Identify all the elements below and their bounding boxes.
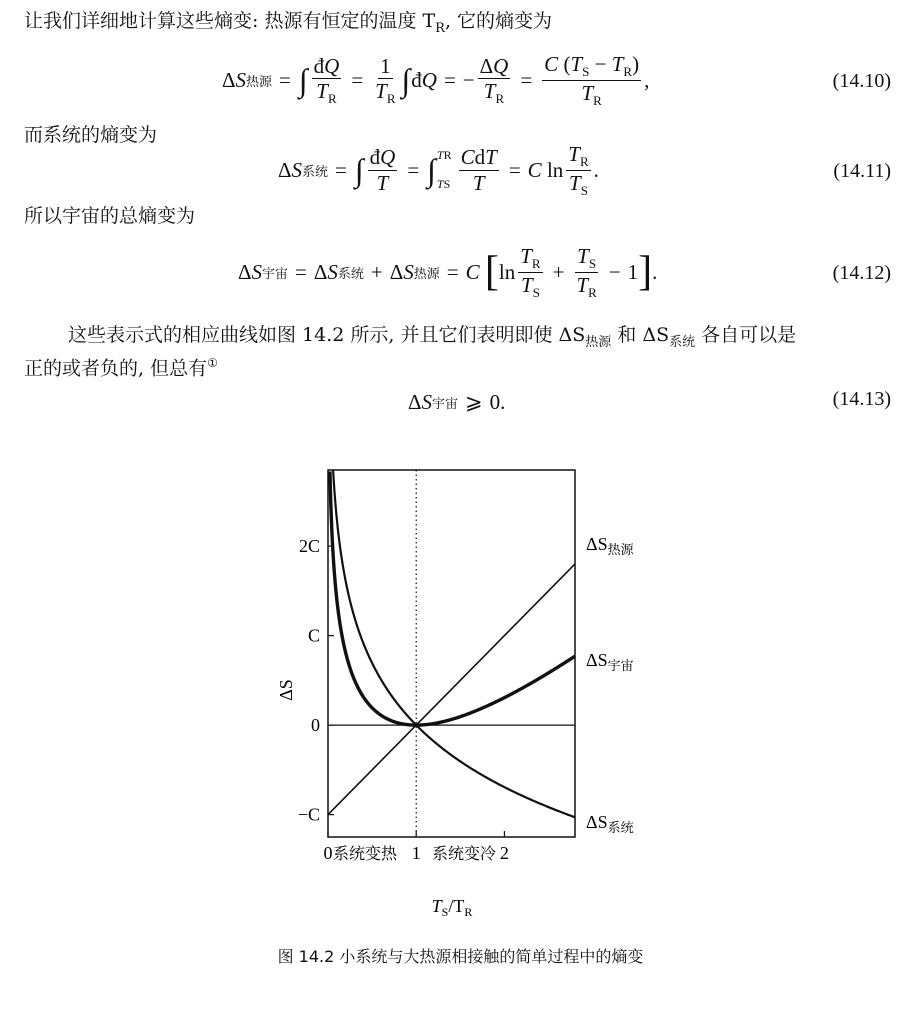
x-tick-label: 0 bbox=[323, 843, 333, 863]
y-tick-label: C bbox=[307, 625, 320, 646]
entropy-change-chart bbox=[0, 450, 921, 1010]
equation-14-13: Δ S 宇宙 ⩾ 0. bbox=[408, 389, 506, 414]
series-reservoir-line bbox=[328, 564, 575, 815]
subscript: R bbox=[435, 20, 445, 36]
subscript: 热源 bbox=[585, 334, 612, 350]
series-universe-line bbox=[330, 471, 575, 725]
eq-subscript-reservoir: 热源 bbox=[246, 73, 273, 89]
equation-number: (14.11) bbox=[833, 160, 891, 182]
paragraph-continuation bbox=[24, 350, 218, 381]
paragraph-discussion-text: 这些表示式的相应曲线如图 14.2 所示, 并且它们表明即使 ΔS bbox=[68, 324, 586, 346]
figure-caption: 图 14.2 小系统与大热源相接触的简单过程中的熵变 bbox=[277, 947, 644, 966]
legend-reservoir: $\Delta S_{热源}$ bbox=[586, 534, 634, 558]
y-tick-label: −C bbox=[297, 804, 320, 825]
legend-system: $\Delta S_{系统}$ bbox=[586, 812, 634, 836]
paragraph-discussion-mid: 和 ΔS bbox=[611, 324, 670, 346]
equation-number: (14.10) bbox=[832, 70, 891, 92]
y-tick-label: 0 bbox=[311, 715, 320, 736]
equation-14-10: Δ S 热源 = ∫ $\frac{đQ}{T_R}$ = $\frac{1}{T_R}$ ∫ đ Q = − $\frac{\Delta Q}{T_R}$ = $\frac{C (T_S - T_R)}{T_R}$ , bbox=[222, 51, 650, 108]
series-system-line bbox=[333, 470, 575, 817]
legend-universe: $\Delta S_{宇宙}$ bbox=[586, 650, 634, 674]
eq-subscript-system: 系统 bbox=[337, 265, 364, 281]
equation-number: (14.13) bbox=[832, 388, 891, 410]
footnote-mark: ① bbox=[207, 356, 218, 370]
region-label-cooling: 系统变冷 bbox=[432, 846, 497, 863]
paragraph-universe: 所以宇宙的总熵变为 bbox=[24, 205, 196, 227]
paragraph-intro bbox=[24, 8, 552, 42]
paragraph-intro-text: 让我们详细地计算这些熵变: 热源有恒定的温度 T bbox=[24, 10, 436, 32]
y-axis-label: ΔS bbox=[276, 679, 296, 701]
equation-number: (14.12) bbox=[832, 262, 891, 284]
paragraph-system: 而系统的熵变为 bbox=[24, 124, 158, 146]
equation-14-11: Δ S 系统 = ∫ $\frac{đQ}{T}$ = ∫ TR TS $\frac{\text{CdT}}{T}$ = C ln $\frac{T_R}{T_S}$ . bbox=[278, 141, 599, 198]
eq-subscript-universe: 宇宙 bbox=[432, 395, 459, 411]
eq-subscript-system: 系统 bbox=[302, 163, 329, 179]
x-tick-label: 2 bbox=[499, 843, 509, 863]
paragraph-continuation-text: 正的或者负的, 但总有 bbox=[24, 357, 208, 380]
x-tick-label: 1 bbox=[411, 843, 421, 863]
eq-subscript-reservoir: 热源 bbox=[413, 265, 440, 281]
region-label-heating: 系统变热 bbox=[333, 846, 398, 863]
eq-subscript-universe: 宇宙 bbox=[262, 265, 289, 281]
paragraph-intro-end: , 它的熵变为 bbox=[444, 10, 553, 32]
equation-14-12: Δ S 宇宙 = Δ S 系统 + Δ S 热源 = C [ ln $\frac{T_R}{T_S}$ + $\frac{T_S}{T_R}$ − 1 ] . bbox=[238, 243, 658, 300]
paragraph-discussion-end: 各自可以是 bbox=[695, 324, 797, 346]
x-axis-label: $T_S/T_R$ bbox=[431, 896, 473, 919]
subscript: 系统 bbox=[669, 334, 696, 350]
plot-frame bbox=[328, 470, 575, 837]
y-tick-label: 2C bbox=[298, 536, 320, 557]
